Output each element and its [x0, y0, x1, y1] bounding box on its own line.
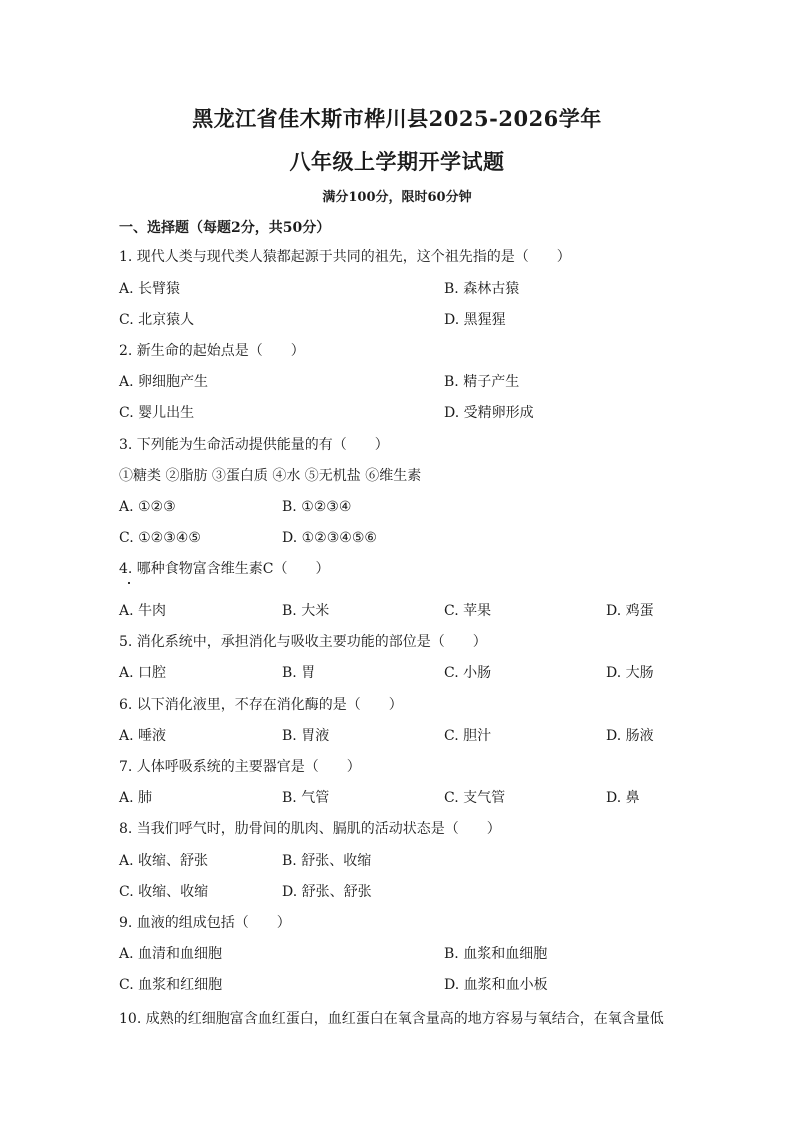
option-a: A. 收缩、舒张 — [119, 853, 209, 869]
option-c: C. 北京猿人 — [119, 312, 195, 328]
option-a: A. 口腔 — [119, 665, 167, 681]
option-b: B. 舒张、收缩 — [282, 853, 372, 869]
option-d: D. ①②③④⑤⑥ — [282, 530, 377, 546]
option-d: D. 鸡蛋 — [606, 603, 654, 619]
option-c: C. 婴儿出生 — [119, 405, 195, 421]
section-heading: 一、选择题（每题2分，共50分） — [119, 220, 331, 236]
option-c: C. 小肠 — [444, 665, 492, 681]
option-a: A. 唾液 — [119, 728, 167, 744]
option-b: B. 大米 — [282, 603, 330, 619]
question-stem: 3. 下列能为生命活动提供能量的有（ ） — [119, 437, 389, 453]
exam-title-line1: 黑龙江省佳木斯市桦川县2025-2026学年 — [192, 106, 602, 131]
option-c: C. 胆汁 — [444, 728, 492, 744]
option-c: C. 支气管 — [444, 790, 506, 806]
option-d: D. 舒张、舒张 — [282, 884, 372, 900]
question-stem: 10. 成熟的红细胞富含血红蛋白，血红蛋白在氧含量高的地方容易与氧结合，在氧含量低 — [119, 1011, 664, 1027]
question-stem: 5. 消化系统中，承担消化与吸收主要功能的部位是（ ） — [119, 634, 487, 650]
question-stem: 6. 以下消化液里，不存在消化酶的是（ ） — [119, 697, 403, 713]
option-d: D. 肠液 — [606, 728, 654, 744]
option-b: B. 血浆和血细胞 — [444, 946, 548, 962]
option-a: A. 血清和血细胞 — [119, 946, 223, 962]
option-c: C. 收缩、收缩 — [119, 884, 209, 900]
option-a: A. 肺 — [119, 790, 153, 806]
option-b: B. ①②③④ — [282, 499, 352, 515]
option-c: C. 苹果 — [444, 603, 492, 619]
option-b: B. 森林古猿 — [444, 281, 520, 297]
option-b: B. 精子产生 — [444, 374, 520, 390]
option-a: A. 长臂猿 — [119, 281, 181, 297]
question-stem: 2. 新生命的起始点是（ ） — [119, 343, 305, 359]
option-b: B. 胃 — [282, 665, 316, 681]
question-stem: 1. 现代人类与现代类人猿都起源于共同的祖先，这个祖先指的是（ ） — [119, 249, 571, 265]
option-d: D. 黑猩猩 — [444, 312, 506, 328]
option-a: A. ①②③ — [119, 499, 176, 515]
question-stem: 7. 人体呼吸系统的主要器官是（ ） — [119, 759, 361, 775]
option-c: C. ①②③④⑤ — [119, 530, 201, 546]
exam-subtitle: 满分100分，限时60分钟 — [322, 190, 472, 205]
stray-dot — [128, 582, 130, 584]
option-b: B. 气管 — [282, 790, 330, 806]
option-d: D. 鼻 — [606, 790, 640, 806]
question-stem: 8. 当我们呼气时，肋骨间的肌肉、膈肌的活动状态是（ ） — [119, 821, 501, 837]
question-items: ①糖类 ②脂肪 ③蛋白质 ④水 ⑤无机盐 ⑥维生素 — [119, 468, 422, 484]
question-stem: 9. 血液的组成包括（ ） — [119, 915, 291, 931]
option-a: A. 卵细胞产生 — [119, 374, 209, 390]
option-b: B. 胃液 — [282, 728, 330, 744]
option-c: C. 血浆和红细胞 — [119, 977, 223, 993]
option-d: D. 血浆和血小板 — [444, 977, 548, 993]
question-stem: 4. 哪种食物富含维生素C（ ） — [119, 561, 330, 577]
option-a: A. 牛肉 — [119, 603, 167, 619]
option-d: D. 大肠 — [606, 665, 654, 681]
exam-title-line2: 八年级上学期开学试题 — [289, 149, 505, 174]
option-d: D. 受精卵形成 — [444, 405, 534, 421]
